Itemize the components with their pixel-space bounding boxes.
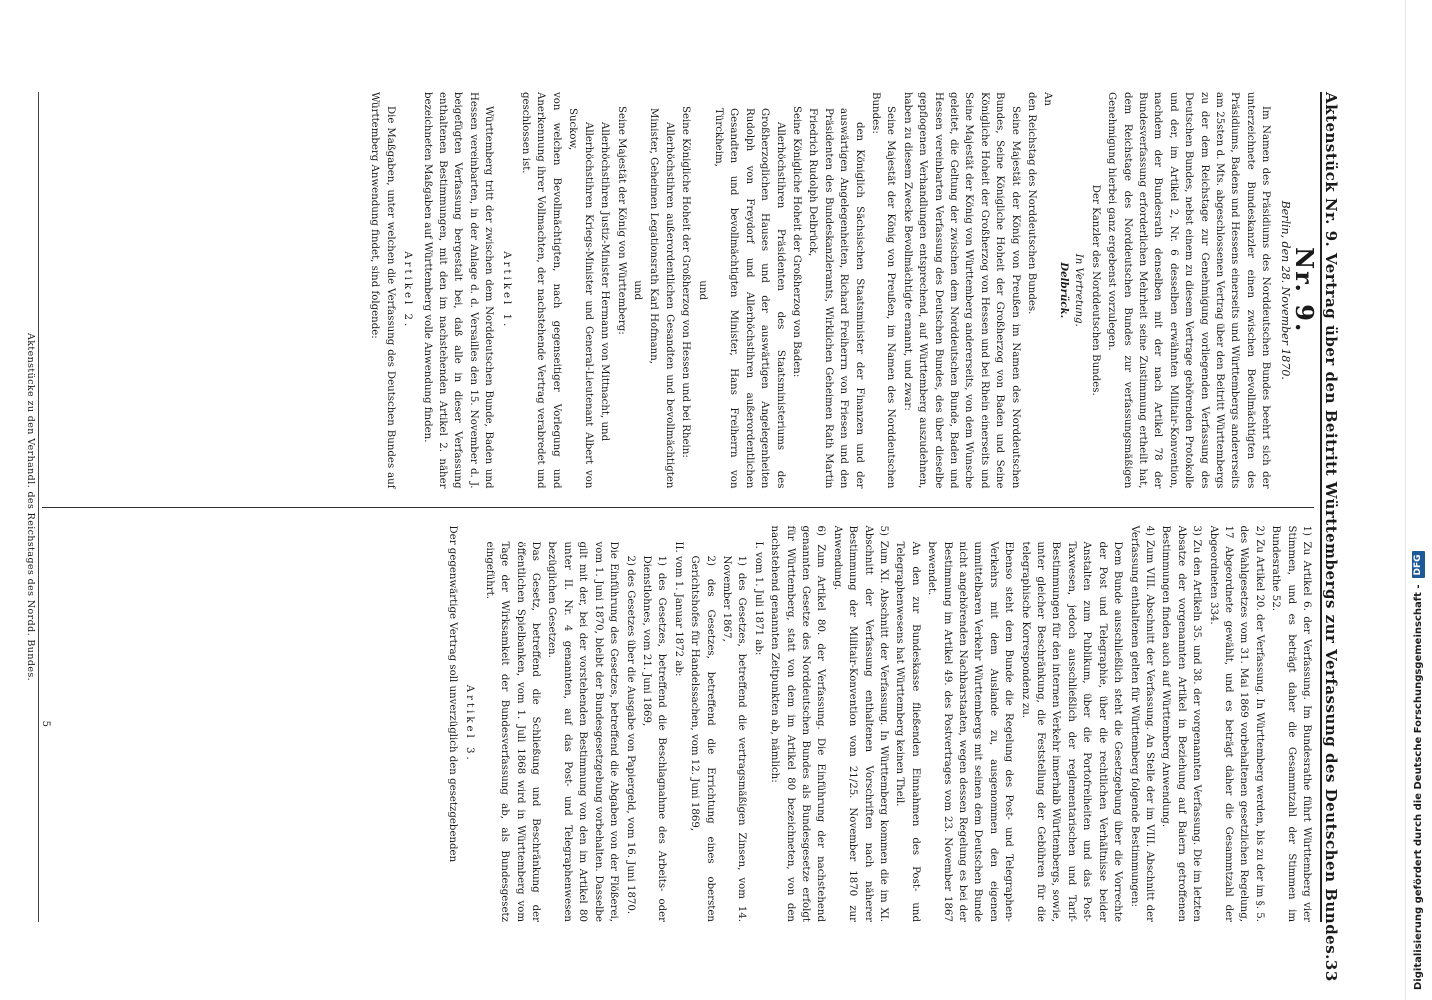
intro-paragraph: Im Namen des Präsidiums des Norddeutschen Bundes beehrt sich der unterzeichnete Bundeskanzler einen zwischen Bevollmächtigten des Präsidiums, Badens und Hessens einerseits und Württembergs andererseits am 25sten d. Mts. abgeschlossenen Vertrag über den Beitritt Württembergs zu der dem Reichstage zur Genehmigung vorliegenden Verfassung des Deutschen Bundes, nebst einem zu diesem Vertrage gehörenden Protokolle und der, im Artikel 2, Nr. 6 desselben erwähnten Militair-Konvention, nachdem der Bundesrath denselben mit der nach Artikel 78 der Bundesverfassung erforderlichen Mehrheit seine Zustimmung ertheilt hat, dem Reichstage des Norddeutschen Bundes zur verfassungsmäßigen Genehmigung hierbei ganz ergebenst vorzulegen.	[1106, 92, 1272, 489]
provision-item: An den zur Bundeskasse fließenden Einnahmen des Post- und Telegraphenwesens hat Württemberg keinen Theil.	[894, 541, 921, 922]
provision-item: 2) des Gesetzes, betreffend die Errichtung eines obersten Gerichtshofes für Handelssachen, vom 12. Juni 1869,	[689, 555, 716, 922]
column-divider	[42, 507, 1314, 508]
provision-item: 6) Zum Artikel 80. der Verfassung. Die Einführung der nachstehend genannten Gesetze des Norddeutschen Bundes als Bundesgesetze erfolgt für Württemberg, statt von dem im Artikel 80 bezeichneten, von den nachstehend genannten Zeitpunkten ab, nämlich:	[769, 525, 827, 922]
document-page	[18, 92, 1348, 982]
provision-item: 2) des Gesetzes über die Ausgabe von Papiergeld, vom 16. Juni 1870.	[624, 555, 636, 915]
plenipotentiary-1-names: den Königlich Sächsischen Staatsminister der Finanzen und der auswärtigen Angelegenheiten, Richard Freiherrn von Friesen und den Präsidenten des Bundeskanzleramts, Wirklichen Geheimen Rath Martin Friedrich Rudolph Delbrück,	[807, 108, 865, 489]
text-columns	[40, 92, 1319, 922]
header-title: Aktenstück Nr. 9. Vertrag über den Beitritt Württembergs zur Verfassung des Deutschen Bundes.	[1322, 92, 1340, 960]
provision-item: 1) Zu Artikel 6. der Verfassung. Im Bundesrathe führt Württemberg vier Stimmen, und es beträgt daher die Gesammtzahl der Stimmen im Bundesrathe 52.	[1270, 525, 1312, 922]
dfg-credit	[1410, 554, 1426, 990]
provision-item: 1) des Gesetzes, betreffend die Beschlagnahme des Arbeits- oder Dienstlohnes, vom 21. Juni 1869,	[640, 555, 668, 922]
plenipotentiary-3-names: Allerhöchstihren außerordentlichen Gesandten und bevollmächtigten Minister, Geheimen Legationsrath Karl Hofmann,	[648, 108, 675, 489]
left-column	[42, 92, 1319, 489]
running-header	[1320, 92, 1348, 982]
provision-item: Die Einführung des Gesetzes, betreffend die Abgaben von der Flößerei, vom 1. Juni 1870, bleibt der Bundesgesetzgebung vorbehalten. Dasselbe gilt mit der, bei der vorstehenden Bestimmung von den im Artikel 80 unter II. Nr. 4 genannten, auf das Post- und Telegraphenwesen bezüglichen Gesetzen.	[546, 541, 620, 922]
article-3-heading: Artikel 3.	[464, 684, 476, 763]
parties-paragraph: Seine Majestät der König von Preußen im Namen des Norddeutschen Bundes, Seine Königliche Hoheit der Großherzog von Baden und Seine Königliche Hoheit der Großherzog von Hessen und bei Rhein einerseits und Seine Majestät der König von Württemberg andererseits, von dem Wunsche geleitet, die Geltung der zwischen dem Norddeutschen Bunde, Baden und Hessen vereinbarten Verfassung des Deutschen Bundes, des über dieselbe gepflogenen Verhandlungen entsprechend, auf Württemberg auszudehnen, haben zu diesem Zwecke Bevollmächtigte ernannt, und zwar:	[901, 92, 1021, 489]
provision-item: I. vom 1. Juli 1871 ab:	[752, 541, 764, 656]
provision-item: 5) Zum XI. Abschnitt der Verfassung. In Württemberg kommen die im XI. Abschnitt der Verfassung enthaltenen Vorschriften nach näherer Bestimmung der Militair-Konvention vom 21/25. November 1870 zur Anwendung.	[831, 525, 890, 922]
plenipotentiary-4-name-b: Allerhöchstihren Kriegs-Minister und General-Lieutenant Albert von Suckow,	[567, 108, 594, 489]
signature-line-1: In Vertretung.	[1073, 253, 1085, 327]
article-1-heading: Artikel 1.	[500, 251, 512, 330]
article-1-text: Württemberg tritt der zwischen dem Norddeutschen Bunde, Baden und Hessen vereinbarten, in der Anlage d. d. Versailles den 15. November d. J. beigefügten Verfassung bergestalt bei, daß alle in dieser Verfassung enthaltenen Bestimmungen, mit den im nachstehenden Artikel 2. näher bezeichneten Maßgaben auf Württemberg volle Anwendung finden.	[421, 92, 495, 489]
provision-item: Ebenso steht dem Bunde die Regelung des Post- und Telegraphen-Verkehrs mit dem Auslande zu, ausgenommen den eigenen unmittelbaren Verkehr Württembergs mit seinen dem Deutschen Bunde nicht angehörenden Nachbarstaaten, wegen dessen Regelung es bei der Bestimmung im Artikel 49. des Postvertrages vom 23. November 1867 bewendet.	[926, 541, 1015, 922]
provision-item: 1) des Gesetzes, betreffend die vertragsmäßigen Zinsen, vom 14. November 1867,	[720, 555, 748, 922]
running-footer: Aktenstücke zu den Verhandl. des Reichstages des Nordd. Bundes.	[18, 92, 39, 922]
plenipotentiary-2-names: Allerhöchstihren Präsidenten des Staatsministeriums des Großherzoglichen Hauses und der auswärtigen Angelegenheiten Rudolph von Freydorf und Allerhöchstihren außerordentlichen Gesandten und bevollmächtigten Minister, Hans Freiherrn von Türckheim,	[712, 108, 786, 489]
plenipotentiary-4-name-a: Allerhöchstihren Justiz-Minister Hermann von Mittnacht, und	[599, 122, 611, 442]
header-page-number: 33	[1322, 959, 1340, 982]
provision-item: 4) Zum VIII. Abschnitt der Verfassung. An Stelle der im VIII. Abschnitt der Verfassung enthaltenen gelten für Württemberg folgende Bestimmungen:	[1128, 525, 1155, 922]
plenipotentiary-1: Seine Majestät der König von Preußen, im Namen des Norddeutschen Bundes:	[870, 92, 897, 489]
provision-item: Das Gesetz, betreffend die Schließung und Beschränkung der öffentlichen Spielbanken, vom 1. Juli 1868 wird in Württemberg vom Tage der Wirksamkeit der Bundesverfassung ab, als Bundesgesetz eingeführt.	[483, 541, 542, 922]
signature-mark: 5	[40, 720, 52, 727]
provision-item: 2) Zu Artikel 20. der Verfassung. In Württemberg werden, bis zu der im §. 5. des Wahlgesetzes vom 31. Mai 1869 vorbehaltenen gesetzlichen Regelung, 17 Abgeordnete gewählt, und es beträgt daher die Gesammtzahl der Abgeordneten 334.	[1207, 525, 1265, 922]
article-2-heading: Artikel 2.	[402, 251, 414, 330]
conjunction-und-2: und	[631, 280, 643, 301]
provision-item: 3) Zu den Artikeln 35. und 38. der vorgenannten Verfassung. Die im letzten Absatze der vorgenannten Artikel in Beziehung auf Baiern getroffenen Bestimmungen finden auch auf Württemberg Anwendung.	[1160, 525, 1203, 922]
signature-name: Delbrück.	[1057, 262, 1070, 319]
provision-item: Dem Bunde ausschließlich steht die Gesetzgebung über die Vorrechte der Post und Telegraphie, über die rechtlichen Verhältnisse beider Anstalten zum Publikum, über die Portofreiheiten und das Post-Taxwesen, jedoch ausschließlich der reglementarischen und Tarif-Bestimmungen für den internen Verkehr innerhalb Württembergs, sowie, unter gleicher Beschränkung, die Feststellung der Gebühren für die telegraphische Korrespondenz zu.	[1019, 541, 1124, 922]
plenipotentiary-2: Seine Königliche Hoheit der Großherzog von Baden:	[791, 106, 802, 378]
plenipotentiary-closing: von welchen Bevollmächtigten, nach gegenseitiger Vorlegung und Anerkennung ihrer Vollmachten, der nachstehende Vertrag verabredet und geschlossen ist.	[520, 92, 562, 489]
document-number: Nr. 9.	[1290, 247, 1319, 334]
dfg-logo: DFG	[1412, 551, 1425, 578]
closing-line: Der Kanzler des Norddeutschen Bundes.	[1089, 184, 1101, 396]
addressee-an: An	[1042, 92, 1054, 106]
plenipotentiary-4: Seine Majestät der König von Württemberg:	[615, 106, 627, 335]
right-column	[42, 526, 1314, 923]
addressee: den Reichstag des Norddeutschen Bundes.	[1026, 92, 1038, 315]
dateline: Berlin, den 28. November 1870.	[1278, 200, 1292, 380]
dfg-credit-text: Digitalisierung gefördert durch die Deutsche Forschungsgemeinschaft -	[1412, 584, 1424, 990]
provisions-list	[481, 526, 1314, 923]
article-3-text: Der gegenwärtige Vertrag soll unverzüglich den gesetzgebenden	[447, 525, 459, 863]
dfg-sidebar	[1405, 0, 1432, 1000]
conjunction-und-1: und	[696, 280, 708, 301]
article-2-text: Die Maßgaben, unter welchen die Verfassung des Deutschen Bundes auf Württemberg Anwendung findet, sind folgende:	[369, 92, 396, 489]
provision-item: II. vom 1. Januar 1872 ab:	[672, 541, 684, 677]
plenipotentiary-3: Seine Königliche Hoheit der Großherzog von Hessen und bei Rhein:	[680, 106, 692, 458]
